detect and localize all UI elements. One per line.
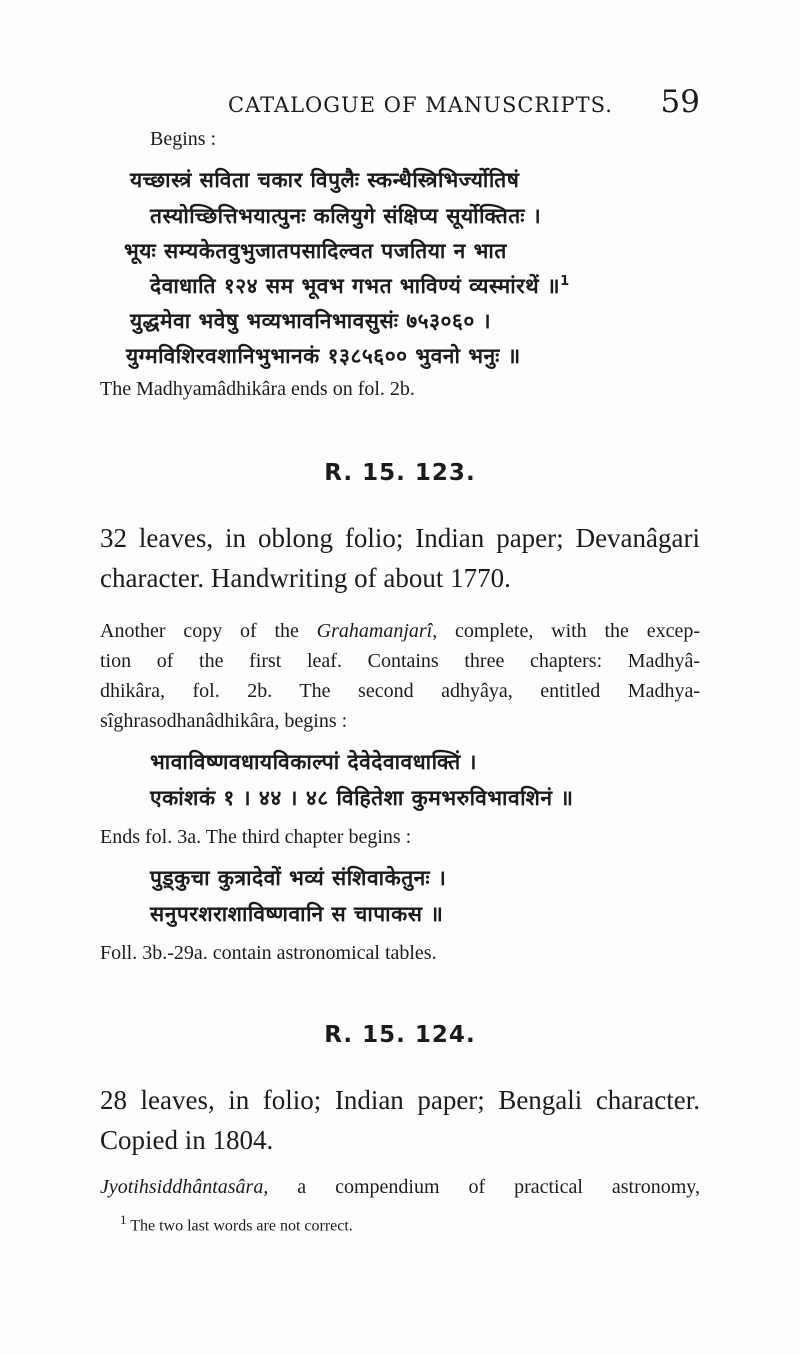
ends-note-123: Ends fol. 3a. The third chapter begins : <box>100 826 412 848</box>
footnote-mark: 1 <box>120 1212 127 1227</box>
sanskrit-line: तस्योच्छित्तिभयात्पुनः कलियुगे संक्षिप्य सूर्योक्तितः । <box>150 204 542 228</box>
description-123: 32 leaves, in oblong folio; Indian paper; Devanâgari character. Handwriting of about 1770. <box>100 523 700 593</box>
sanskrit-line: पुड़्कुचा कुत्रादेवों भव्यं संशिवाकेतुनः । <box>150 866 447 890</box>
sanskrit-line: भावाविष्णवधायविकाल्पां देवेदेवावधाक्तिं । <box>150 750 478 774</box>
page-number: 59 <box>660 84 700 120</box>
sanskrit-line: यच्छास्त्रं सविता चकार विपुलैः स्कन्धैस्त्रिभिर्ज्योतिषं <box>130 168 520 192</box>
footnote <box>120 1212 353 1235</box>
sanskrit-line: सनुपरशराशाविष्णवानि स चापाकस ॥ <box>150 902 444 926</box>
shelfmark-r15-124: R. 15. 124. <box>324 1022 476 1048</box>
tables-note: Foll. 3b.-29a. contain astronomical tables. <box>100 942 437 964</box>
shelfmark-r15-123: R. 15. 123. <box>324 460 476 486</box>
sanskrit-line: युद्धमेवा भवेषु भव्यभावनिभावसुसंः ७५३०६० । <box>130 309 492 333</box>
sanskrit-line: युग्मविशिरवशानिभुभानकं १३८५६०० भुवनो भनुः ॥ <box>126 344 521 368</box>
ends-note: The Madhyamâdhikâra ends on fol. 2b. <box>100 378 415 400</box>
footnote-text: The two last words are not correct. <box>130 1217 353 1235</box>
sanskrit-line: एकांशकं १ । ४४ । ४८ विहितेशा कुमभरुविभावशिनं ॥ <box>150 786 574 810</box>
body-line-1: Another copy of the Grahamanjarî, complete, with the excep- <box>100 620 700 642</box>
running-head: CATALOGUE OF MANUSCRIPTS. <box>228 93 613 117</box>
title-grahamanjari: Grahamanjarî <box>316 620 433 642</box>
body-124: Jyotihsiddhântasâra, a compendium of practical astronomy, <box>100 1176 700 1198</box>
sanskrit-line: भूयः सम्यकेतवुभुजातपसादिल्वत पजतिया न भात <box>124 239 507 263</box>
begins-label: Begins : <box>150 128 217 150</box>
page-header <box>228 84 700 120</box>
title-jyotihsiddhantasara: Jyotihsiddhântasâra, <box>100 1176 269 1198</box>
description-124: 28 leaves, in folio; Indian paper; Bengali character. Copied in 1804. <box>100 1085 700 1155</box>
body-123: Another copy of the Grahamanjarî, complete, with the excep- tion of the first leaf. Contains three chapters: Madhyâ- dhikâra, fol. 2b. The second adhyâya, entitled Madhya- sîghrasodhanâdhikâra, begins : <box>100 616 700 736</box>
footnote-marker: 1 <box>560 274 570 289</box>
sanskrit-line-with-note: देवाधाति १२४ सम भूवभ गभत भाविण्यं व्यस्मांरथें ॥$^1$ <box>150 274 570 298</box>
